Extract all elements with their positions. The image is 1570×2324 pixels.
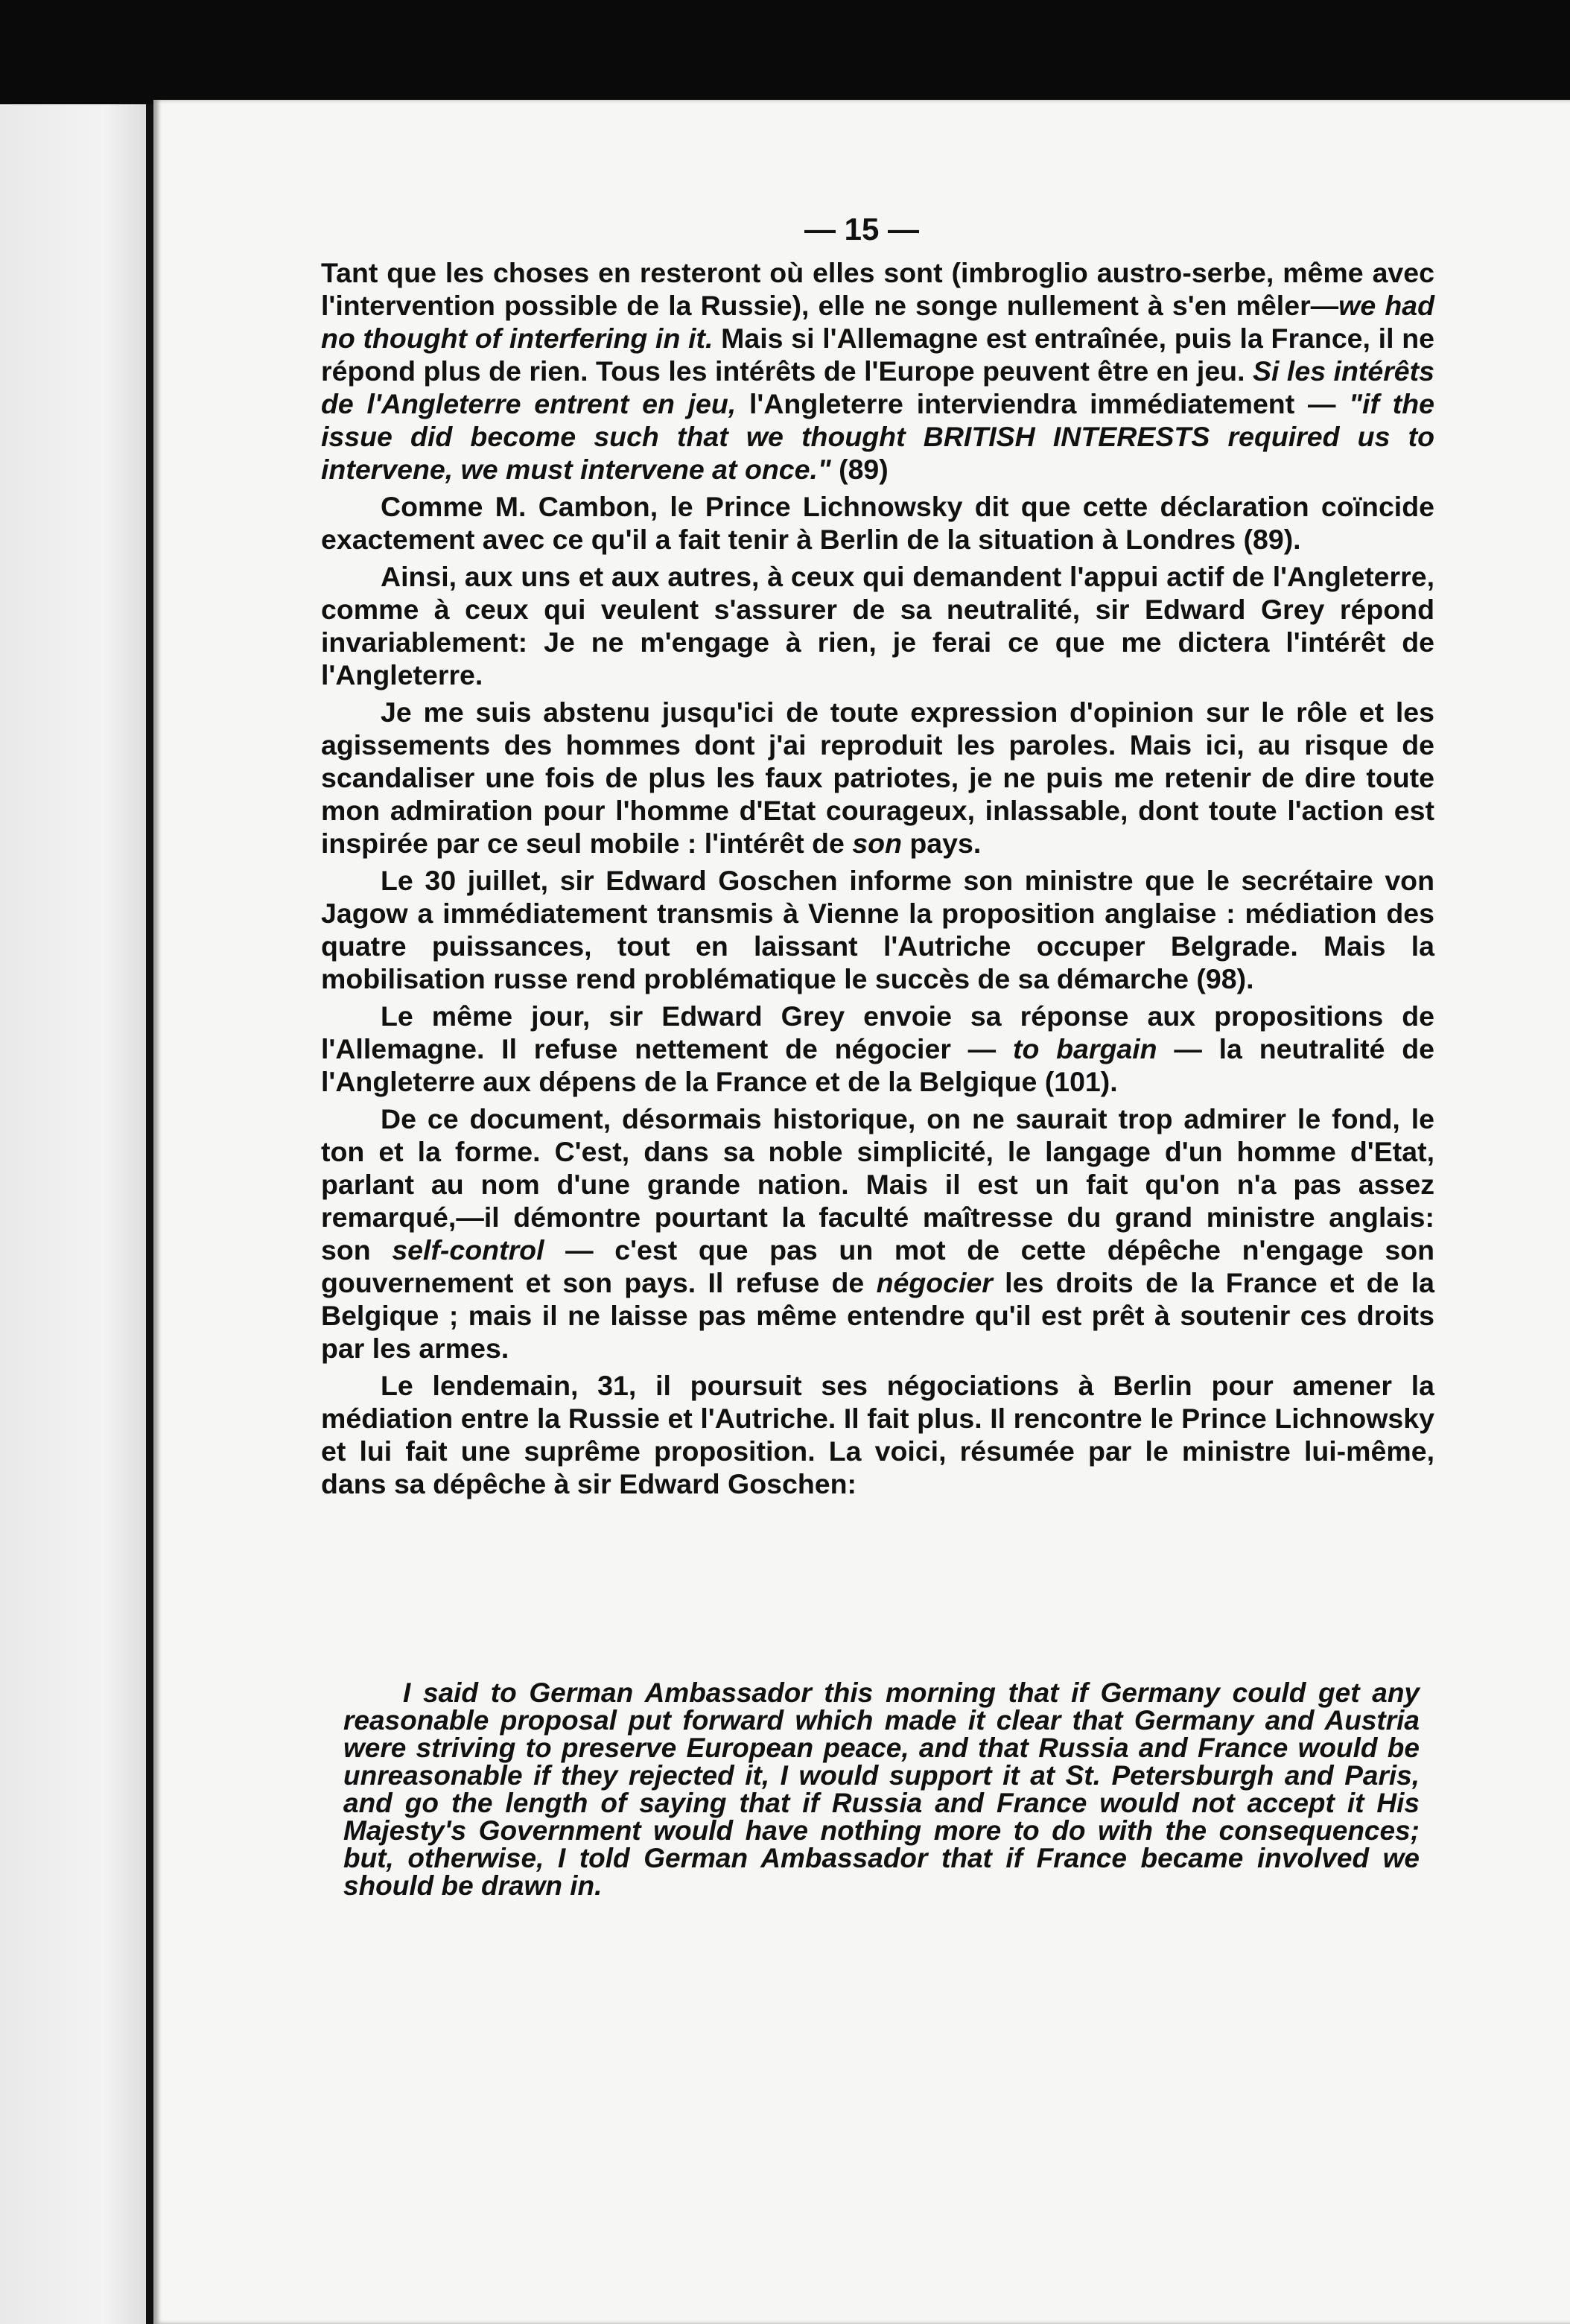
page-number: — 15 —	[804, 212, 920, 247]
quoted-dispatch: I said to German Ambassador this morning that if Germany could get any reasonable proposal put forward which made it clear that Germany and Austria were striving to preserve European peace, and that Russia and France would be unreasonable if they rejected it, I would support it at St. Petersburgh and Paris, and go the length of saying that if Russia and France would not accept it His Majesty's Government would have nothing more to do with the consequences; but, otherwise, I told German Ambassador that if France became involved we should be drawn in.	[343, 1677, 1420, 1901]
left-page-edge	[0, 104, 149, 2324]
text-segment: Ainsi, aux uns et aux autres, à ceux qui demandent l'appui actif de l'Angleterre, comme à ceux qui veulent s'assurer de sa neutralité, sir Edward Grey répond invariablement: Je ne m'engage à rien, je ferai ce que me dictera l'intérêt de l'Angleterre.	[321, 561, 1434, 690]
italic-segment: "if the issue did become such that we thought BRITISH INTERESTS required us to intervene, we must intervene at once."	[321, 388, 1434, 485]
paragraph	[321, 1369, 1434, 1500]
italic-segment: we had no thought of interfering in it.	[321, 290, 1434, 354]
paragraph	[321, 490, 1434, 556]
text-segment: Comme M. Cambon, le Prince Lichnowsky dit que cette déclaration coïncide exactement avec ce qu'il a fait tenir à Berlin de la situation à Londres (89).	[321, 491, 1434, 555]
text-segment: l'Angleterre interviendra immédiatement —	[736, 388, 1350, 419]
italic-segment: to bargain	[1012, 1033, 1157, 1064]
text-segment: Je me suis abstenu jusqu'ici de toute expression d'opinion sur le rôle et les agissements des hommes dont j'ai reproduit les paroles. Mais ici, au risque de scandaliser une fois de plus les faux patriotes, je ne puis me retenir de dire toute mon admiration pour l'homme d'Etat courageux, inlassable, dont toute l'action est inspirée par ce seul mobile : l'intérêt de	[321, 696, 1434, 859]
text-segment: De ce document, désormais historique, on ne saurait trop admirer le fond, le ton et la forme. C'est, dans sa noble simplicité, le langage d'un homme d'Etat, parlant au nom d'une grande nation. Mais il est un fait qu'on n'a pas assez remarqué,—il démontre pourtant la faculté maîtresse du grand ministre anglais: son	[321, 1103, 1434, 1266]
text-segment: Mais si l'Allemagne est entraînée, puis la France, il ne répond plus de rien. Tous les intérêts de l'Europe peuvent être en jeu.	[321, 323, 1434, 387]
text-segment: (89)	[830, 454, 889, 485]
text-segment: Tant que les choses en resteront où elles sont (imbroglio austro-serbe, même avec l'intervention possible de la Russie), elle ne songe nullement à s'en mêler—	[321, 257, 1434, 321]
italic-segment: son	[852, 828, 902, 859]
text-segment: — c'est que pas un mot de cette dépêche n'engage son gouvernement et son pays. Il refuse de	[321, 1234, 1434, 1298]
italic-segment: Si les intérêts de l'Angleterre entrent en jeu,	[321, 355, 1434, 419]
paragraph	[321, 1102, 1434, 1365]
paragraph	[321, 1000, 1434, 1098]
body-text	[321, 256, 1434, 1505]
paragraph	[321, 256, 1434, 486]
document-page	[153, 100, 1570, 2324]
text-segment: — la neutralité de l'Angleterre aux dépens de la France et de la Belgique (101).	[321, 1033, 1435, 1097]
text-segment: les droits de la France et de la Belgique ; mais il ne laisse pas même entendre qu'il est prêt à soutenir ces droits par les armes.	[321, 1267, 1434, 1364]
italic-segment: self-control	[392, 1234, 544, 1266]
paragraph	[321, 864, 1434, 995]
text-segment: pays.	[901, 828, 982, 859]
text-segment: Le 30 juillet, sir Edward Goschen informe son ministre que le secrétaire von Jagow a immédiatement transmis à Vienne la proposition anglaise : médiation des quatre puissances, tout en laissant l'Autriche occuper Belgrade. Mais la mobilisation russe rend problématique le succès de sa démarche (98).	[321, 865, 1434, 994]
text-segment: Le même jour, sir Edward Grey envoie sa réponse aux propositions de l'Allemagne. Il refuse nettement de négocier —	[321, 1000, 1434, 1064]
text-segment: Le lendemain, 31, il poursuit ses négociations à Berlin pour amener la médiation entre la Russie et l'Autriche. Il fait plus. Il rencontre le Prince Lichnowsky et lui fait une suprême proposition. La voici, résumée par le ministre lui-même, dans sa dépêche à sir Edward Goschen:	[321, 1370, 1434, 1499]
paragraph	[321, 696, 1434, 860]
italic-segment: négocier	[876, 1267, 993, 1298]
paragraph	[321, 560, 1434, 691]
